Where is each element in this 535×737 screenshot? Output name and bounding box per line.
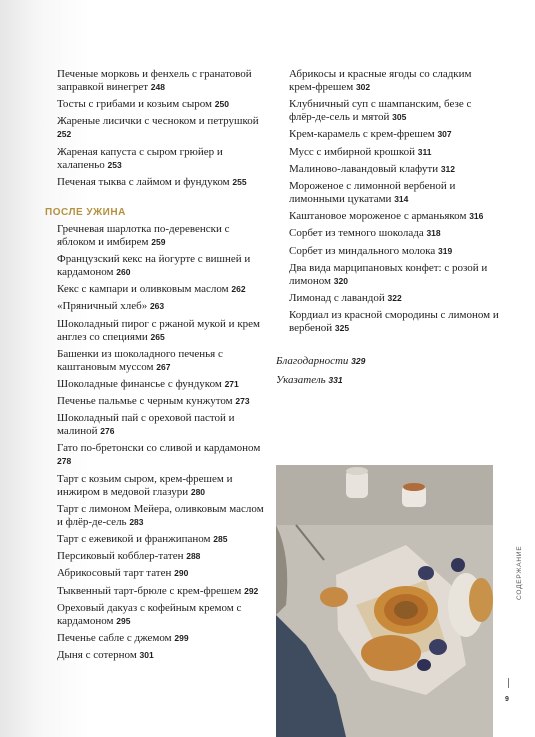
toc-entry-page: 248 — [150, 82, 165, 92]
toc-entry[interactable] — [57, 473, 267, 499]
toc-entry-title: Печенье пальмье с черным кунжутом — [57, 395, 233, 408]
toc-entry[interactable] — [57, 283, 267, 296]
toc-entry-page: 273 — [235, 396, 250, 407]
toc-entry-title: Тыквенный тарт-брюле с крем-фрешем — [57, 584, 242, 597]
toc-entry-page: 252 — [57, 129, 72, 140]
back-matter — [276, 355, 491, 393]
toc-entry[interactable] — [289, 128, 499, 141]
toc-entry-page: 295 — [116, 615, 131, 626]
footer-divider — [508, 678, 509, 688]
toc-entry[interactable] — [289, 227, 499, 240]
toc-entry-title: Малиново-лавандовый клафути — [289, 162, 439, 175]
toc-entry-title: Гато по-бретонски со сливой и кардамоном — [57, 442, 261, 455]
toc-entry-page: 259 — [151, 236, 166, 247]
toc-entry-title: Шоколадный пай с ореховой пастой и малиной — [57, 412, 235, 438]
toc-entry-title: Клубничный суп с шампанским, безе с флёр-де-сель и мятой — [289, 98, 472, 124]
toc-entry-page: 276 — [100, 426, 115, 437]
toc-entry[interactable] — [57, 115, 267, 141]
toc-entry[interactable] — [57, 300, 267, 313]
toc-entry-title: Кордиал из красной смородины с лимоном и вербеной — [289, 309, 499, 335]
toc-entry-title: Лимонад с лавандой — [289, 291, 385, 304]
toc-entry-page: 253 — [107, 159, 122, 170]
toc-entry-title: Персиковый кобблер-татен — [57, 550, 184, 563]
right-column — [289, 68, 499, 339]
section-heading: ПОСЛЕ УЖИНА — [45, 206, 126, 218]
toc-entry-page: 285 — [213, 534, 228, 544]
toc-entry-page: 271 — [224, 378, 239, 389]
toc-entry-title: Указатель — [276, 374, 326, 386]
toc-entry-page: 262 — [231, 284, 246, 295]
toc-entry-page: 290 — [174, 568, 189, 579]
toc-entry-title: Шоколадный пирог с ржаной мукой и крем англез со специями — [57, 317, 261, 343]
toc-entry-title: Сорбет из темного шоколада — [289, 227, 424, 240]
toc-entry[interactable] — [57, 649, 267, 662]
toc-entry[interactable] — [57, 98, 267, 111]
toc-entry-page: 260 — [116, 266, 131, 277]
toc-entry[interactable] — [57, 348, 267, 374]
toc-entry-page: 250 — [214, 99, 229, 110]
toc-entry-page: 292 — [244, 585, 259, 596]
toc-entry-title: Ореховый дакуаз с кофейным кремом с кардамоном — [57, 601, 242, 627]
toc-entry-page: 314 — [394, 193, 409, 204]
toc-entry-title: «Пряничный хлеб» — [57, 300, 148, 313]
food-photo — [276, 465, 493, 737]
toc-entry[interactable] — [289, 210, 499, 223]
toc-entry-title: Шоколадные финансье с фундуком — [57, 377, 222, 390]
toc-entry[interactable] — [289, 262, 499, 288]
toc-entry[interactable] — [57, 632, 267, 645]
toc-entry-page: 280 — [190, 486, 206, 497]
toc-entry[interactable] — [289, 163, 499, 176]
toc-entry-title: Благодарности — [276, 355, 349, 367]
toc-entry-title: Печеные морковь и фенхель с гранатовой заправкой винегрет — [57, 68, 252, 93]
toc-entry-page: 278 — [57, 456, 72, 467]
toc-entry-page: 325 — [334, 323, 350, 334]
toc-entry-page: 311 — [417, 146, 432, 157]
toc-entry-page: 283 — [129, 516, 144, 527]
toc-entry-title: Французский кекс на йогурте с вишней и кардамоном — [57, 252, 251, 278]
toc-entry-title: Печенье сабле с джемом — [57, 631, 172, 644]
toc-entry[interactable] — [289, 146, 499, 159]
toc-entry[interactable] — [57, 68, 267, 94]
toc-entry-page: 302 — [355, 82, 371, 92]
toc-group-section — [57, 223, 267, 662]
toc-entry-page: 316 — [469, 211, 484, 222]
toc-entry-index[interactable] — [276, 374, 491, 387]
toc-entry[interactable] — [57, 533, 267, 546]
toc-entry[interactable] — [57, 585, 267, 598]
toc-entry-page: 319 — [438, 245, 453, 256]
toc-entry-title: Мороженое с лимонной вербеной и лимонными цукатами — [289, 179, 456, 205]
toc-entry-title: Жареная капуста с сыром грюйер и халапеньо — [57, 145, 223, 171]
toc-entry-page: 312 — [440, 163, 456, 174]
toc-entry-page: 301 — [139, 650, 154, 661]
toc-entry-title: Кекс с кампари и оливковым маслом — [57, 283, 229, 296]
toc-entry[interactable] — [289, 309, 499, 335]
toc-entry-title: Мусс с имбирной крошкой — [289, 145, 415, 158]
toc-entry-page: 305 — [392, 112, 407, 123]
toc-entry-title: Гречневая шарлотка по-деревенски с яблоком и имбирем — [57, 222, 230, 248]
toc-entry-page: 255 — [232, 176, 247, 187]
toc-entry-title: Абрикосы и красные ягоды со сладким крем-фрешем — [289, 68, 472, 93]
toc-entry[interactable] — [57, 503, 267, 529]
toc-entry[interactable] — [57, 146, 267, 172]
toc-entry-page: 322 — [387, 292, 402, 303]
toc-entry-page: 263 — [149, 301, 165, 312]
toc-entry[interactable] — [57, 223, 267, 249]
toc-group-top — [57, 68, 267, 189]
toc-entry[interactable] — [57, 176, 267, 189]
toc-entry-title: Дыня с сотерном — [57, 649, 137, 662]
toc-entry-title: Сорбет из миндального молока — [289, 244, 436, 257]
toc-entry[interactable] — [57, 442, 267, 468]
toc-entry-page: 267 — [156, 361, 171, 372]
toc-entry[interactable] — [289, 98, 499, 124]
toc-entry[interactable] — [57, 253, 267, 279]
toc-entry-title: Крем-карамель с крем-фрешем — [289, 128, 435, 141]
toc-entry[interactable] — [57, 395, 267, 408]
toc-entry[interactable] — [289, 245, 499, 258]
left-column — [45, 68, 267, 666]
toc-entry[interactable] — [289, 180, 499, 206]
toc-entry[interactable] — [57, 378, 267, 391]
toc-entry-acknowledgements[interactable] — [276, 355, 491, 368]
toc-entry-title: Абрикосовый тарт татен — [57, 567, 172, 580]
toc-entry-title: Тарт с козьим сыром, крем-фрешем и инжиром в медовой глазури — [57, 472, 233, 498]
toc-entry[interactable] — [289, 292, 499, 305]
toc-entry[interactable] — [57, 318, 267, 344]
toc-entry[interactable] — [289, 68, 499, 94]
toc-entry[interactable] — [57, 567, 267, 580]
toc-entry-title: Тарт с ежевикой и франжипаном — [57, 533, 211, 545]
toc-entry-title: Жареные лисички с чесноком и петрушкой — [57, 115, 259, 128]
toc-entry-page: 329 — [351, 356, 366, 366]
pastry-still-life-image — [276, 465, 493, 737]
toc-entry-page: 320 — [333, 275, 348, 286]
running-section-label: СОДЕРЖАНИЕ — [516, 545, 523, 600]
toc-entry-page: 307 — [437, 129, 452, 140]
toc-entry-title: Печеная тыква с лаймом и фундуком — [57, 175, 230, 188]
page-number: 9 — [505, 696, 509, 703]
toc-entry[interactable] — [57, 412, 267, 438]
toc-entry-page: 265 — [150, 331, 165, 342]
toc-entry-page: 318 — [426, 228, 441, 239]
toc-entry-page: 299 — [174, 632, 189, 643]
toc-entry-title: Тосты с грибами и козьим сыром — [57, 98, 213, 111]
toc-entry-title: Два вида марципановых конфет: с розой и лимоном — [289, 261, 488, 287]
toc-entry-title: Башенки из шоколадного печенья с каштановым муссом — [57, 347, 223, 373]
toc-entry-title: Тарт с лимоном Мейера, оливковым маслом и флёр-де-сель — [57, 502, 264, 528]
toc-entry-page: 331 — [328, 375, 343, 385]
toc-entry-title: Каштановое мороженое с арманьяком — [289, 210, 467, 223]
toc-entry-page: 288 — [186, 551, 201, 562]
toc-entry[interactable] — [57, 602, 267, 628]
toc-entry[interactable] — [57, 550, 267, 563]
